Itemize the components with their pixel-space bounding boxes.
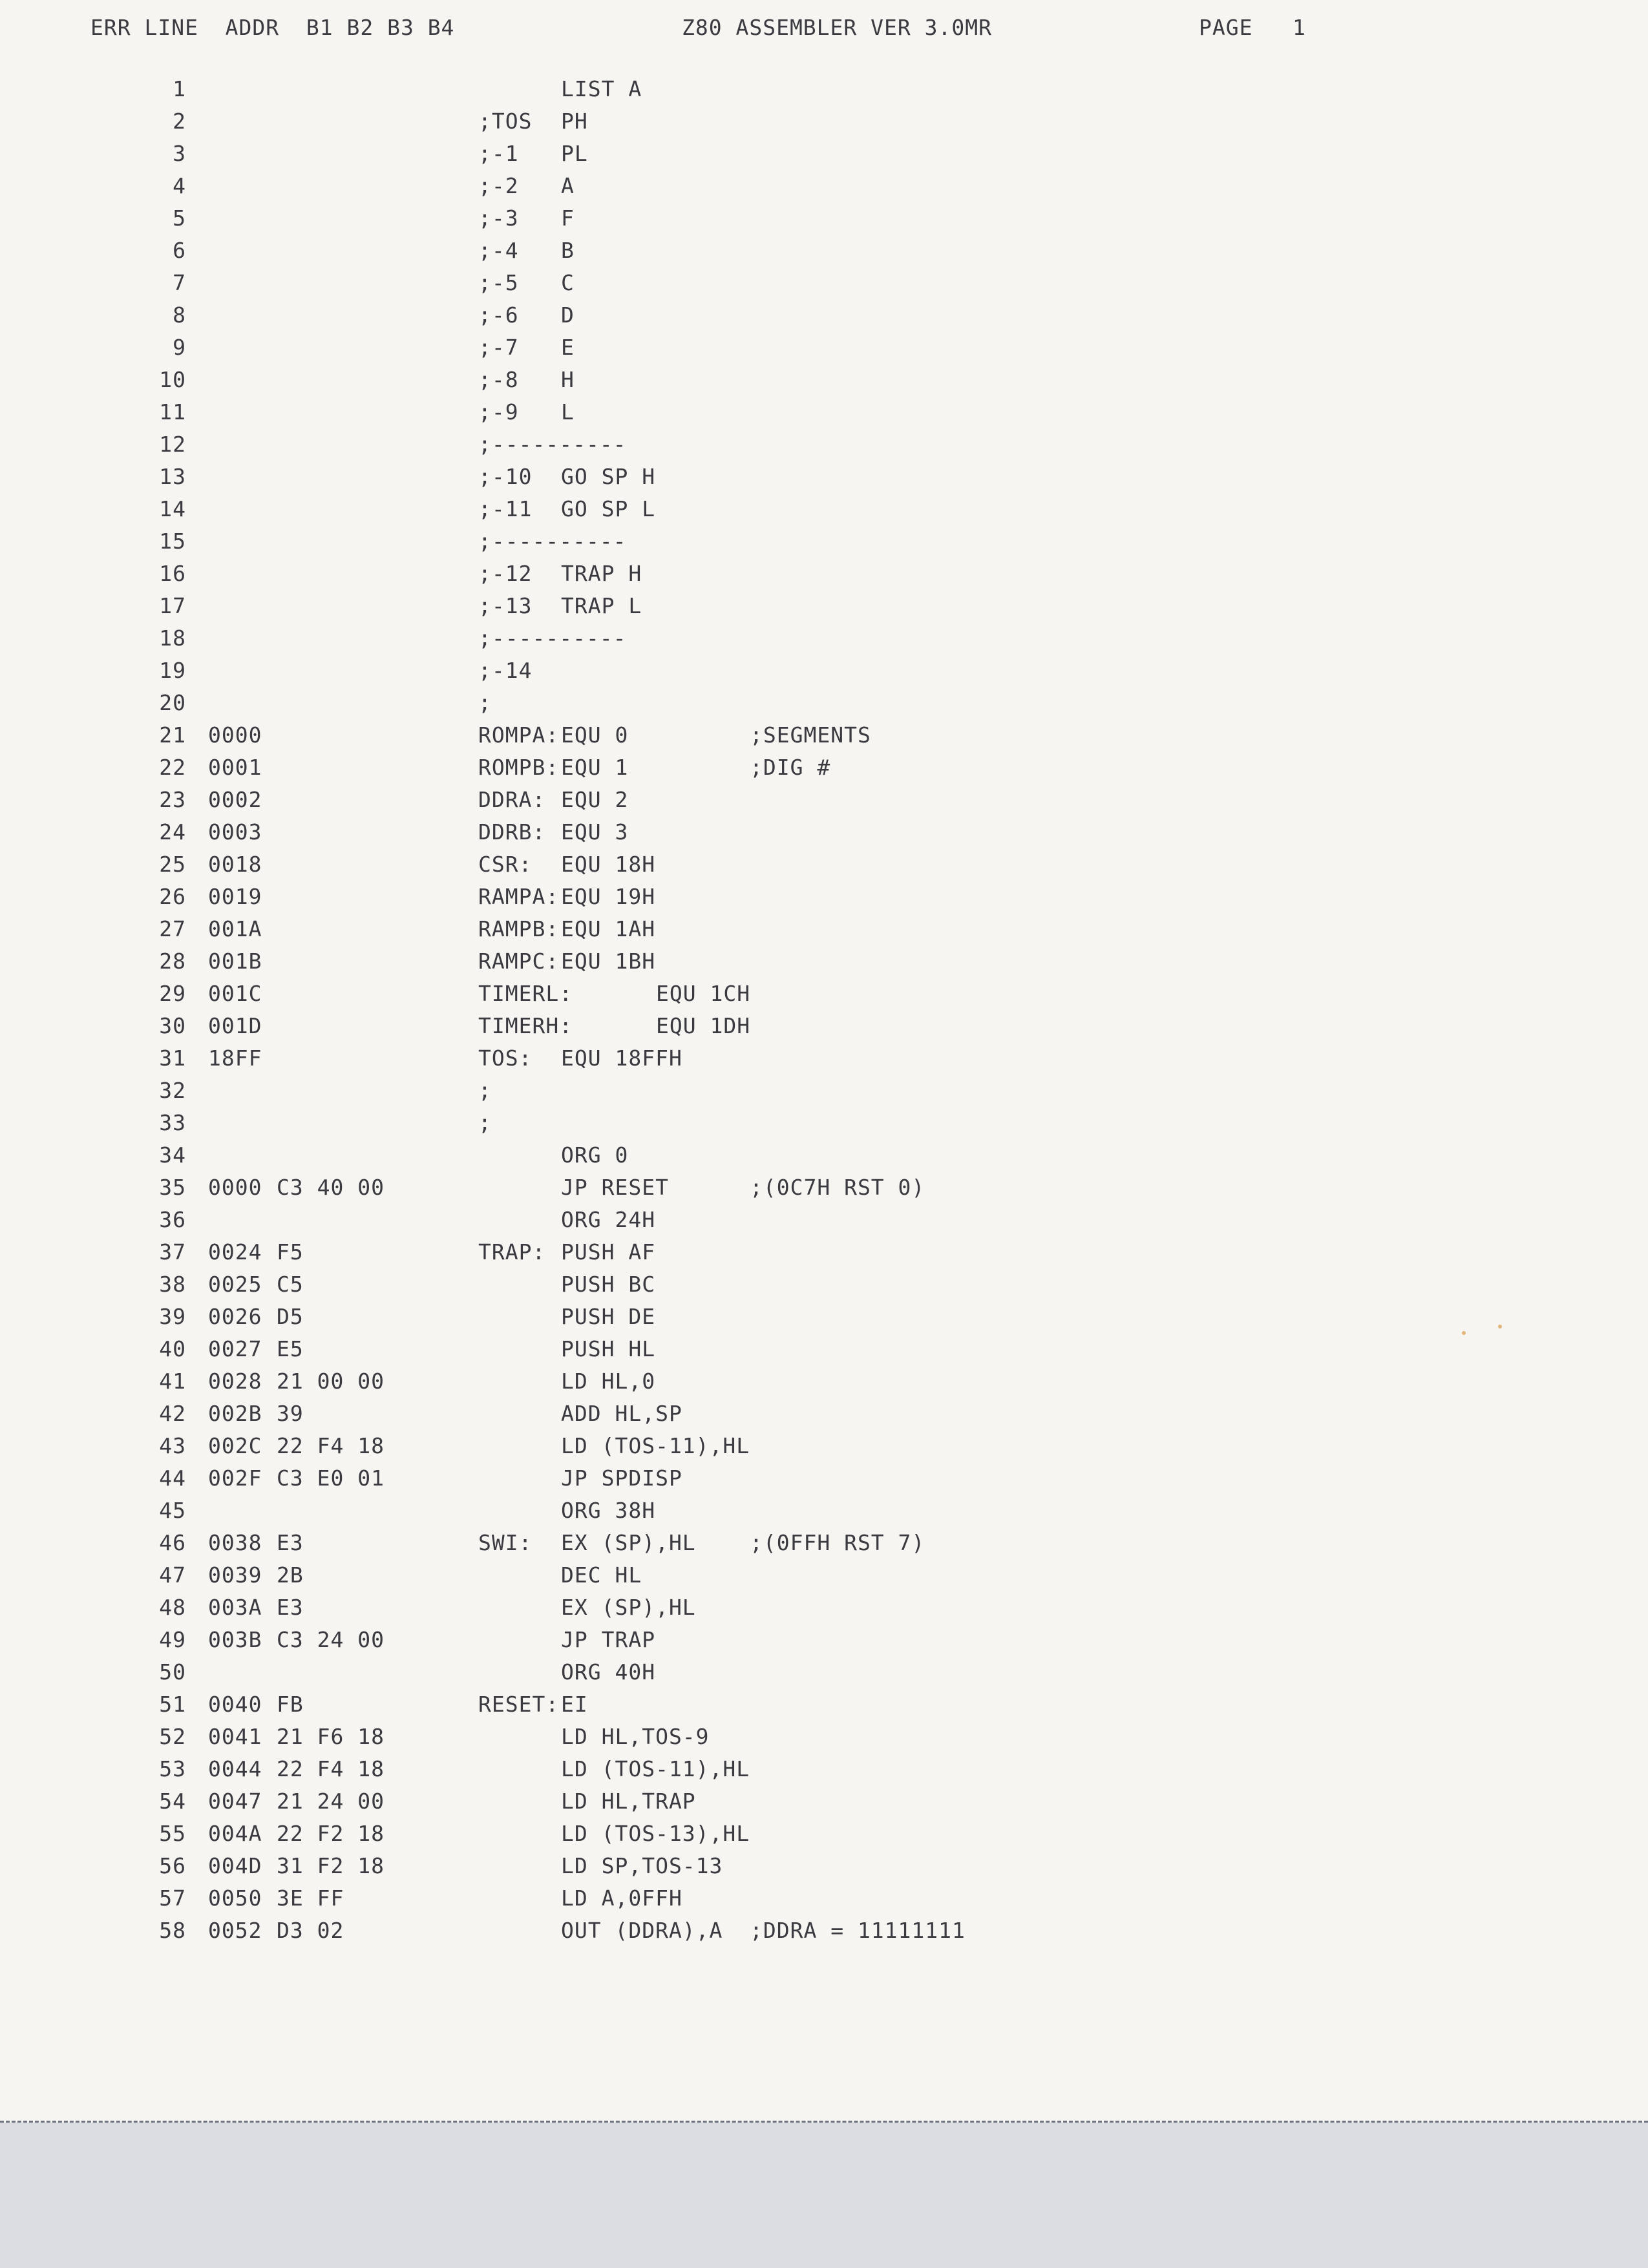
line-number: 58 bbox=[159, 1918, 186, 1943]
object-bytes: 3E FF bbox=[277, 1885, 344, 1911]
line-number: 36 bbox=[159, 1207, 186, 1232]
source-label: SWI: bbox=[478, 1530, 533, 1555]
source-label: ;-5 bbox=[478, 270, 519, 295]
address: 0027 bbox=[208, 1336, 262, 1361]
listing-line bbox=[0, 1462, 1648, 1495]
line-number: 25 bbox=[159, 852, 186, 877]
source-operation: EI bbox=[561, 1692, 588, 1717]
source-label: TRAP: bbox=[478, 1239, 546, 1265]
line-number: 7 bbox=[173, 270, 186, 295]
listing-line bbox=[0, 138, 1648, 170]
address: 0001 bbox=[208, 755, 262, 780]
line-number: 43 bbox=[159, 1433, 186, 1458]
line-number: 18 bbox=[159, 625, 186, 651]
address: 001A bbox=[208, 916, 262, 941]
source-operation: LD SP,TOS-13 bbox=[561, 1853, 723, 1878]
source-label: RAMPB: bbox=[478, 916, 560, 941]
source-comment: ;SEGMENTS bbox=[750, 722, 871, 748]
address: 001D bbox=[208, 1013, 262, 1038]
source-operation: PH bbox=[561, 109, 588, 134]
source-operation: ORG 0 bbox=[561, 1142, 629, 1168]
line-number: 44 bbox=[159, 1465, 186, 1491]
line-number: 53 bbox=[159, 1756, 186, 1781]
listing-line bbox=[0, 978, 1648, 1010]
listing-line bbox=[0, 1688, 1648, 1721]
listing-line bbox=[0, 1785, 1648, 1818]
source-operation: LD (TOS-11),HL bbox=[561, 1756, 750, 1781]
source-comment: ;(0C7H RST 0) bbox=[750, 1175, 925, 1200]
address: 003B bbox=[208, 1627, 262, 1652]
source-operation: E bbox=[561, 335, 575, 360]
source-operation: EQU 18FFH bbox=[561, 1045, 682, 1071]
line-number: 32 bbox=[159, 1078, 186, 1103]
source-operation: EQU 19H bbox=[561, 884, 656, 909]
line-number: 37 bbox=[159, 1239, 186, 1265]
source-comment: EQU 1CH bbox=[656, 981, 751, 1006]
object-bytes: D3 02 bbox=[277, 1918, 344, 1943]
source-operation: F bbox=[561, 205, 575, 231]
listing-line bbox=[0, 1171, 1648, 1204]
source-operation: LD HL,0 bbox=[561, 1369, 656, 1394]
listing-line bbox=[0, 1107, 1648, 1139]
listing-line bbox=[0, 1721, 1648, 1753]
source-operation: B bbox=[561, 238, 575, 263]
source-label: ; bbox=[478, 690, 492, 715]
address: 0052 bbox=[208, 1918, 262, 1943]
line-number: 30 bbox=[159, 1013, 186, 1038]
source-operation: EX (SP),HL bbox=[561, 1595, 696, 1620]
source-label: ;-7 bbox=[478, 335, 519, 360]
address: 0038 bbox=[208, 1530, 262, 1555]
address: 0039 bbox=[208, 1562, 262, 1588]
address: 0024 bbox=[208, 1239, 262, 1265]
source-operation: JP TRAP bbox=[561, 1627, 656, 1652]
source-operation: H bbox=[561, 367, 575, 392]
source-label: ;-2 bbox=[478, 173, 519, 198]
source-operation: PUSH DE bbox=[561, 1304, 656, 1329]
paper-speck bbox=[1498, 1325, 1502, 1328]
source-label: ; bbox=[478, 1110, 492, 1135]
address: 002B bbox=[208, 1401, 262, 1426]
column-headers: ERR LINE ADDR B1 B2 B3 B4 bbox=[90, 15, 455, 40]
source-label: ;-13 bbox=[478, 593, 533, 618]
source-label: ;-9 bbox=[478, 399, 519, 425]
listing-line bbox=[0, 1850, 1648, 1882]
line-number: 12 bbox=[159, 432, 186, 457]
listing-line bbox=[0, 784, 1648, 816]
listing-line bbox=[0, 848, 1648, 881]
address: 0040 bbox=[208, 1692, 262, 1717]
line-number: 10 bbox=[159, 367, 186, 392]
source-operation: TRAP H bbox=[561, 561, 642, 586]
source-operation: ADD HL,SP bbox=[561, 1401, 682, 1426]
listing-line bbox=[0, 73, 1648, 105]
source-label: ; bbox=[478, 1078, 492, 1103]
listing-line bbox=[0, 525, 1648, 558]
source-label: RESET: bbox=[478, 1692, 560, 1717]
listing-line bbox=[0, 428, 1648, 461]
listing-line bbox=[0, 1591, 1648, 1624]
line-number: 52 bbox=[159, 1724, 186, 1749]
listing-line bbox=[0, 461, 1648, 493]
listing-line bbox=[0, 816, 1648, 848]
object-bytes: E3 bbox=[277, 1595, 304, 1620]
listing-line bbox=[0, 1075, 1648, 1107]
line-number: 56 bbox=[159, 1853, 186, 1878]
source-comment: ;DIG # bbox=[750, 755, 831, 780]
source-operation: PUSH HL bbox=[561, 1336, 656, 1361]
source-operation: DEC HL bbox=[561, 1562, 642, 1588]
line-number: 23 bbox=[159, 787, 186, 812]
address: 0003 bbox=[208, 819, 262, 845]
address: 0050 bbox=[208, 1885, 262, 1911]
address: 0019 bbox=[208, 884, 262, 909]
address: 0044 bbox=[208, 1756, 262, 1781]
listing-line bbox=[0, 1333, 1648, 1365]
line-number: 33 bbox=[159, 1110, 186, 1135]
listing-line bbox=[0, 1042, 1648, 1075]
assembler-title: Z80 ASSEMBLER VER 3.0MR bbox=[682, 15, 992, 40]
listing-line bbox=[0, 1624, 1648, 1656]
line-number: 50 bbox=[159, 1659, 186, 1685]
source-operation: JP RESET bbox=[561, 1175, 669, 1200]
source-comment: ;DDRA = 11111111 bbox=[750, 1918, 966, 1943]
source-operation: LD (TOS-13),HL bbox=[561, 1821, 750, 1846]
address: 0018 bbox=[208, 852, 262, 877]
source-label: TOS: bbox=[478, 1045, 533, 1071]
line-number: 1 bbox=[173, 76, 186, 101]
listing-line bbox=[0, 1236, 1648, 1268]
source-label: ;---------- bbox=[478, 529, 627, 554]
address: 003A bbox=[208, 1595, 262, 1620]
listing-line bbox=[0, 1818, 1648, 1850]
address: 004D bbox=[208, 1853, 262, 1878]
line-number: 47 bbox=[159, 1562, 186, 1588]
listing-line bbox=[0, 881, 1648, 913]
object-bytes: C3 40 00 bbox=[277, 1175, 385, 1200]
listing-line bbox=[0, 1365, 1648, 1398]
source-label: ;-8 bbox=[478, 367, 519, 392]
line-number: 46 bbox=[159, 1530, 186, 1555]
line-number: 5 bbox=[173, 205, 186, 231]
source-operation: PUSH BC bbox=[561, 1272, 656, 1297]
line-number: 45 bbox=[159, 1498, 186, 1523]
object-bytes: 21 24 00 bbox=[277, 1789, 385, 1814]
source-operation: EQU 1AH bbox=[561, 916, 656, 941]
line-number: 2 bbox=[173, 109, 186, 134]
object-bytes: D5 bbox=[277, 1304, 304, 1329]
line-number: 17 bbox=[159, 593, 186, 618]
object-bytes: 22 F4 18 bbox=[277, 1433, 385, 1458]
source-label: DDRA: bbox=[478, 787, 546, 812]
listing-lines bbox=[0, 73, 1648, 1947]
source-operation: L bbox=[561, 399, 575, 425]
object-bytes: 22 F4 18 bbox=[277, 1756, 385, 1781]
source-comment: ;(0FFH RST 7) bbox=[750, 1530, 925, 1555]
line-number: 34 bbox=[159, 1142, 186, 1168]
source-operation: EQU 1 bbox=[561, 755, 629, 780]
object-bytes: 21 F6 18 bbox=[277, 1724, 385, 1749]
listing-line bbox=[0, 267, 1648, 299]
source-label: ;-6 bbox=[478, 302, 519, 328]
listing-line bbox=[0, 1753, 1648, 1785]
source-operation: EQU 18H bbox=[561, 852, 656, 877]
line-number: 19 bbox=[159, 658, 186, 683]
source-label: TIMERH: bbox=[478, 1013, 573, 1038]
source-label: ;-1 bbox=[478, 141, 519, 166]
listing-line bbox=[0, 299, 1648, 331]
listing-line bbox=[0, 1204, 1648, 1236]
source-label: ;-4 bbox=[478, 238, 519, 263]
object-bytes: 31 F2 18 bbox=[277, 1853, 385, 1878]
line-number: 42 bbox=[159, 1401, 186, 1426]
object-bytes: 22 F2 18 bbox=[277, 1821, 385, 1846]
line-number: 48 bbox=[159, 1595, 186, 1620]
address: 0047 bbox=[208, 1789, 262, 1814]
line-number: 26 bbox=[159, 884, 186, 909]
address: 002C bbox=[208, 1433, 262, 1458]
address: 0025 bbox=[208, 1272, 262, 1297]
source-label: ;-11 bbox=[478, 496, 533, 521]
source-label: ;---------- bbox=[478, 432, 627, 457]
address: 0028 bbox=[208, 1369, 262, 1394]
source-operation: EQU 3 bbox=[561, 819, 629, 845]
line-number: 20 bbox=[159, 690, 186, 715]
address: 001B bbox=[208, 949, 262, 974]
source-operation: EX (SP),HL bbox=[561, 1530, 696, 1555]
object-bytes: E5 bbox=[277, 1336, 304, 1361]
listing-line bbox=[0, 105, 1648, 138]
line-number: 16 bbox=[159, 561, 186, 586]
source-label: ;---------- bbox=[478, 625, 627, 651]
line-number: 27 bbox=[159, 916, 186, 941]
object-bytes: 21 00 00 bbox=[277, 1369, 385, 1394]
source-label: ;-12 bbox=[478, 561, 533, 586]
listing-line bbox=[0, 719, 1648, 751]
listing-line bbox=[0, 364, 1648, 396]
listing-line bbox=[0, 1430, 1648, 1462]
source-operation: PL bbox=[561, 141, 588, 166]
source-operation: OUT (DDRA),A bbox=[561, 1918, 723, 1943]
source-operation: LD HL,TRAP bbox=[561, 1789, 696, 1814]
line-number: 39 bbox=[159, 1304, 186, 1329]
object-bytes: E3 bbox=[277, 1530, 304, 1555]
object-bytes: C5 bbox=[277, 1272, 304, 1297]
line-number: 41 bbox=[159, 1369, 186, 1394]
source-label: CSR: bbox=[478, 852, 533, 877]
source-operation: A bbox=[561, 173, 575, 198]
listing-line bbox=[0, 913, 1648, 945]
source-operation: EQU 0 bbox=[561, 722, 629, 748]
listing-line bbox=[0, 396, 1648, 428]
line-number: 55 bbox=[159, 1821, 186, 1846]
source-operation: ORG 24H bbox=[561, 1207, 656, 1232]
listing-line bbox=[0, 558, 1648, 590]
source-label: TIMERL: bbox=[478, 981, 573, 1006]
object-bytes: C3 24 00 bbox=[277, 1627, 385, 1652]
page-label: PAGE bbox=[1199, 15, 1253, 40]
line-number: 6 bbox=[173, 238, 186, 263]
listing-line bbox=[0, 170, 1648, 202]
line-number: 22 bbox=[159, 755, 186, 780]
line-number: 15 bbox=[159, 529, 186, 554]
source-operation: GO SP L bbox=[561, 496, 656, 521]
source-operation: EQU 1BH bbox=[561, 949, 656, 974]
source-label: ROMPB: bbox=[478, 755, 560, 780]
listing-line bbox=[0, 202, 1648, 235]
listing-line bbox=[0, 1268, 1648, 1301]
address: 18FF bbox=[208, 1045, 262, 1071]
source-operation: C bbox=[561, 270, 575, 295]
paper-speck bbox=[1462, 1331, 1466, 1335]
source-label: ;-14 bbox=[478, 658, 533, 683]
listing-line bbox=[0, 751, 1648, 784]
source-label: RAMPA: bbox=[478, 884, 560, 909]
line-number: 49 bbox=[159, 1627, 186, 1652]
object-bytes: F5 bbox=[277, 1239, 304, 1265]
source-operation: ORG 38H bbox=[561, 1498, 656, 1523]
source-label: RAMPC: bbox=[478, 949, 560, 974]
object-bytes: 39 bbox=[277, 1401, 304, 1426]
address: 0026 bbox=[208, 1304, 262, 1329]
listing-line bbox=[0, 1495, 1648, 1527]
line-number: 24 bbox=[159, 819, 186, 845]
address: 004A bbox=[208, 1821, 262, 1846]
address: 0002 bbox=[208, 787, 262, 812]
source-operation: EQU 2 bbox=[561, 787, 629, 812]
listing-line bbox=[0, 1559, 1648, 1591]
line-number: 28 bbox=[159, 949, 186, 974]
line-number: 29 bbox=[159, 981, 186, 1006]
listing-line bbox=[0, 235, 1648, 267]
line-number: 9 bbox=[173, 335, 186, 360]
source-label: ;TOS bbox=[478, 109, 533, 134]
object-bytes: 2B bbox=[277, 1562, 304, 1588]
object-bytes: FB bbox=[277, 1692, 304, 1717]
listing-line bbox=[0, 1139, 1648, 1171]
listing-line bbox=[0, 1398, 1648, 1430]
listing-line bbox=[0, 331, 1648, 364]
line-number: 38 bbox=[159, 1272, 186, 1297]
source-operation: PUSH AF bbox=[561, 1239, 656, 1265]
line-number: 13 bbox=[159, 464, 186, 489]
address: 001C bbox=[208, 981, 262, 1006]
line-number: 57 bbox=[159, 1885, 186, 1911]
source-operation: GO SP H bbox=[561, 464, 656, 489]
line-number: 4 bbox=[173, 173, 186, 198]
source-operation: LD A,0FFH bbox=[561, 1885, 682, 1911]
source-comment: EQU 1DH bbox=[656, 1013, 751, 1038]
listing-line bbox=[0, 945, 1648, 978]
listing-line bbox=[0, 590, 1648, 622]
listing-line bbox=[0, 1882, 1648, 1915]
listing-line bbox=[0, 493, 1648, 525]
source-label: ;-10 bbox=[478, 464, 533, 489]
source-operation: ORG 40H bbox=[561, 1659, 656, 1685]
source-label: ROMPA: bbox=[478, 722, 560, 748]
listing-line bbox=[0, 1527, 1648, 1559]
line-number: 40 bbox=[159, 1336, 186, 1361]
source-operation: D bbox=[561, 302, 575, 328]
address: 0041 bbox=[208, 1724, 262, 1749]
listing-line bbox=[0, 655, 1648, 687]
object-bytes: C3 E0 01 bbox=[277, 1465, 385, 1491]
address: 0000 bbox=[208, 722, 262, 748]
source-label: ;-3 bbox=[478, 205, 519, 231]
line-number: 54 bbox=[159, 1789, 186, 1814]
line-number: 21 bbox=[159, 722, 186, 748]
source-operation: LIST A bbox=[561, 76, 642, 101]
listing-line bbox=[0, 1010, 1648, 1042]
line-number: 35 bbox=[159, 1175, 186, 1200]
line-number: 14 bbox=[159, 496, 186, 521]
source-label: DDRB: bbox=[478, 819, 546, 845]
address: 0000 bbox=[208, 1175, 262, 1200]
listing-line bbox=[0, 1301, 1648, 1333]
listing-line bbox=[0, 622, 1648, 655]
listing-line bbox=[0, 1656, 1648, 1688]
address: 002F bbox=[208, 1465, 262, 1491]
line-number: 8 bbox=[173, 302, 186, 328]
source-operation: LD (TOS-11),HL bbox=[561, 1433, 750, 1458]
page-number: 1 bbox=[1293, 15, 1306, 40]
source-operation: LD HL,TOS-9 bbox=[561, 1724, 710, 1749]
listing-line bbox=[0, 1915, 1648, 1947]
line-number: 11 bbox=[159, 399, 186, 425]
listing-line bbox=[0, 687, 1648, 719]
line-number: 3 bbox=[173, 141, 186, 166]
line-number: 31 bbox=[159, 1045, 186, 1071]
source-operation: TRAP L bbox=[561, 593, 642, 618]
source-operation: JP SPDISP bbox=[561, 1465, 682, 1491]
line-number: 51 bbox=[159, 1692, 186, 1717]
